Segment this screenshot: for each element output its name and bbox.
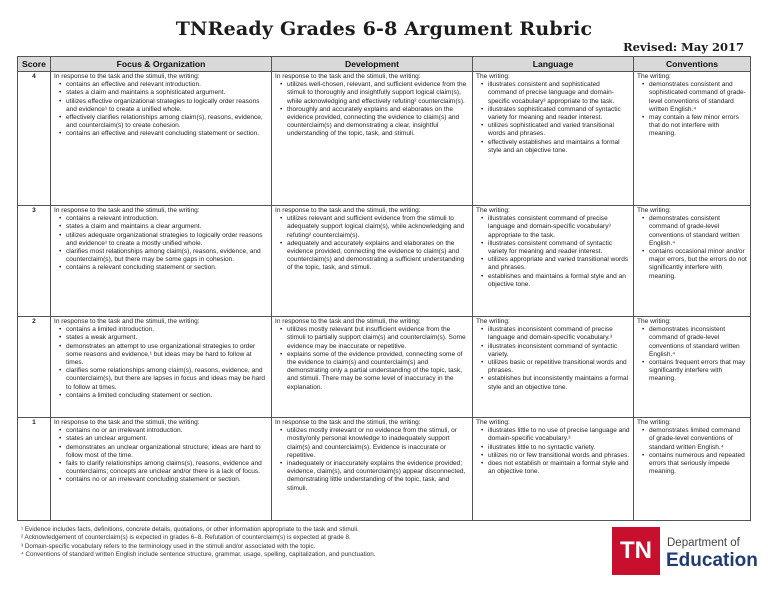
criteria-list (275, 427, 469, 493)
criterion-item: • utilizes effective organizational strategies to logically order reasons and evidence¹ to create a unified whole. (66, 98, 268, 114)
cell-intro: In response to the task and the stimuli, the writing: (54, 419, 200, 426)
logo-department-text: Department of (667, 537, 740, 549)
conventions-cell (634, 206, 751, 317)
criterion-item: • establishes and maintains a formal style and an objective tone. (488, 273, 630, 289)
criterion-item: • contains a limited introduction. (66, 326, 268, 334)
criteria-list (54, 215, 268, 272)
conventions-cell (634, 72, 751, 206)
criterion-item: • illustrates inconsistent command of syntactic variety. (488, 343, 630, 359)
criterion-item: • may contain a few minor errors that do not interfere with meaning. (649, 114, 747, 139)
criterion-item: • contains a relevant introduction. (66, 215, 268, 223)
criterion-item: • illustrates little to no syntactic variety. (488, 444, 630, 452)
criterion-item: • thoroughly and accurately explains and elaborates on the evidence provided, connecting the evidence to claim(s) and counterclaim(s) and demonstrating a clear, insightful understanding of the topic, task, and stimuli. (287, 106, 469, 139)
footnote: ⁴ Conventions of standard written English include sentence structure, grammar, usage, spelling, capitalization, and punctuation. (21, 550, 376, 558)
criteria-list (476, 215, 630, 289)
criteria-list (637, 215, 747, 281)
conventions-cell (634, 418, 751, 521)
score-row-3 (18, 206, 751, 317)
criterion-item: • contains a relevant concluding statement or section. (66, 264, 268, 272)
criteria-list (476, 427, 630, 476)
criterion-item: • effectively establishes and maintains a formal style and an objective tone. (488, 139, 630, 155)
header-focus: Focus & Organization (51, 57, 272, 72)
criteria-list (275, 215, 469, 272)
criterion-item: • utilizes mostly relevant but insufficient evidence from the stimuli to partially support claim(s) and counterclaim(s). Some evidence may be inaccurate or repetitive. (287, 326, 469, 351)
footnote: ¹ Evidence includes facts, definitions, concrete details, quotations, or other information appropriate to the task and stimuli. (21, 526, 359, 533)
criterion-item: • illustrates consistent command of precise language and domain-specific vocabulary³ appropriate to the task. (488, 215, 630, 240)
criterion-item: • contains numerous and repeated errors that seriously impede meaning. (649, 452, 747, 477)
criterion-item: • utilizes basic or repetitive transitional words and phrases. (488, 359, 630, 375)
focus-cell (51, 206, 272, 317)
criterion-item: • utilizes mostly irrelevant or no evidence from the stimuli, or mostly/only personal knowledge to inadequately support claim(s) and counterclaim(s). Evidence is inaccurate or repetitive. (287, 427, 469, 460)
cell-intro: The writing: (476, 73, 510, 80)
criterion-item: • establishes but inconsistently maintains a formal style and an objective tone. (488, 375, 630, 391)
criteria-list (275, 81, 469, 138)
header-language: Language (473, 57, 634, 72)
criterion-item: • contains a limited concluding statement or section. (66, 392, 268, 400)
criteria-list (54, 427, 268, 484)
header-row (18, 57, 751, 72)
criteria-list (275, 326, 469, 392)
focus-cell (51, 317, 272, 418)
criteria-list (476, 326, 630, 392)
cell-intro: The writing: (476, 419, 510, 426)
criterion-item: • illustrates inconsistent command of precise language and domain-specific vocabulary.³ (488, 326, 630, 342)
cell-intro: In response to the task and the stimuli, the writing: (275, 419, 421, 426)
revised-date: Revised: May 2017 (623, 40, 744, 54)
criterion-item: • contains an effective and relevant introduction. (66, 81, 268, 89)
cell-intro: The writing: (637, 73, 671, 80)
cell-intro: In response to the task and the stimuli, the writing: (275, 207, 421, 214)
criterion-item: • utilizes adequate organizational strategies to logically order reasons and evidence¹ to create a mostly unified whole. (66, 232, 268, 248)
cell-intro: The writing: (637, 318, 671, 325)
criterion-item: • does not establish or maintain a formal style and an objective tone. (488, 460, 630, 476)
criterion-item: • contains occasional minor and/or major errors, but the errors do not significantly interfere with meaning. (649, 248, 747, 281)
criterion-item: • inadequately or inaccurately explains the evidence provided; evidence, claim(s), and counterclaim(s) appear disconnected, demonstrating little understanding of the topic, task, and stimuli. (287, 460, 469, 493)
criterion-item: • contains no or an irrelevant concluding statement or section. (66, 476, 268, 484)
criterion-item: • utilizes relevant and sufficient evidence from the stimuli to adequately support logical claim(s), while acknowledging and refuting² counterclaim(s). (287, 215, 469, 240)
criterion-item: • contains frequent errors that may significantly interfere with meaning. (649, 359, 747, 384)
cell-intro: In response to the task and the stimuli, the writing: (54, 207, 200, 214)
cell-intro: The writing: (476, 318, 510, 325)
cell-intro: In response to the task and the stimuli, the writing: (275, 318, 421, 325)
criterion-item: • clarifies most relationships among claim(s), reasons, evidence, and counterclaim(s), but there may be some gaps in cohesion. (66, 248, 268, 264)
focus-cell (51, 72, 272, 206)
logo-education-text: Education (666, 550, 758, 571)
rubric-table (17, 56, 751, 521)
criterion-item: • utilizes well-chosen, relevant, and sufficient evidence from the stimuli to thoroughly and insightfully support logical claim(s), while acknowledging and effectively refuting² counterclaim(s). (287, 81, 469, 106)
tn-education-logo (612, 527, 762, 575)
criterion-item: • states a claim and maintains a clear argument. (66, 223, 268, 231)
criterion-item: • adequately and accurately explains and elaborates on the evidence provided, connecting the evidence to claim(s) and counterclaim(s) and demonstrating a sufficient understanding of the topic, task, and stimuli. (287, 240, 469, 273)
conventions-cell (634, 317, 751, 418)
criterion-item: • utilizes appropriate and varied transitional words and phrases. (488, 256, 630, 272)
score-row-4 (18, 72, 751, 206)
language-cell (473, 72, 634, 206)
criterion-item: • states a weak argument. (66, 334, 268, 342)
score-value: 2 (18, 317, 51, 418)
criterion-item: • states an unclear argument. (66, 435, 268, 443)
criterion-item: • fails to clarify relationships among claims(s), reasons, evidence and counterclaims; concepts are unclear and/or there is a lack of focus. (66, 460, 268, 476)
cell-intro: The writing: (476, 207, 510, 214)
criterion-item: • demonstrates limited command of grade-level conventions of standard written English.⁴ (649, 427, 747, 452)
language-cell (473, 418, 634, 521)
score-value: 1 (18, 418, 51, 521)
criterion-item: • illustrates consistent command of syntactic variety for meaning and reader interest. (488, 240, 630, 256)
cell-intro: The writing: (637, 207, 671, 214)
criterion-item: • utilizes sophisticated and varied transitional words and phrases. (488, 122, 630, 138)
score-row-1 (18, 418, 751, 521)
criterion-item: • demonstrates an unclear organizational structure; ideas are hard to follow most of the time. (66, 444, 268, 460)
focus-cell (51, 418, 272, 521)
development-cell (272, 72, 473, 206)
criteria-list (54, 81, 268, 138)
cell-intro: In response to the task and the stimuli, the writing: (275, 73, 421, 80)
criterion-item: • contains no or an irrelevant introduction. (66, 427, 268, 435)
criterion-item: • explains some of the evidence provided, connecting some of the evidence to claim(s) and counterclaim(s) and demonstrating only a partial understanding of the topic, task, and stimuli. There may be some level of inaccuracy in the explanation. (287, 351, 469, 392)
criterion-item: • demonstrates consistent and sophisticated command of grade-level conventions of standard written English.⁴ (649, 81, 747, 114)
header-conventions: Conventions (634, 57, 751, 72)
criteria-list (637, 427, 747, 476)
score-value: 3 (18, 206, 51, 317)
criteria-list (476, 81, 630, 155)
criterion-item: • contains an effective and relevant concluding statement or section. (66, 130, 268, 138)
cell-intro: In response to the task and the stimuli, the writing: (54, 73, 200, 80)
score-row-2 (18, 317, 751, 418)
header-score: Score (18, 57, 51, 72)
criterion-item: • illustrates little to no use of precise language and domain-specific vocabulary.³ (488, 427, 630, 443)
footnote: ³ Domain-specific vocabulary refers to the terminology used in the stimuli and/or associated with the topic. (21, 542, 316, 550)
cell-intro: The writing: (637, 419, 671, 426)
criteria-list (637, 81, 747, 138)
criterion-item: • demonstrates inconsistent command of grade-level conventions of standard written English.⁴ (649, 326, 747, 359)
language-cell (473, 206, 634, 317)
criterion-item: • states a claim and maintains a sophisticated argument. (66, 89, 268, 97)
criteria-list (54, 326, 268, 400)
header-development: Development (272, 57, 473, 72)
tn-logo-mark: TN (612, 527, 660, 575)
development-cell (272, 418, 473, 521)
page-title: TNReady Grades 6-8 Argument Rubric (175, 18, 593, 40)
footnote: ² Acknowledgement of counterclaim(s) is expected in grades 6–8. Refutation of counterclaim(s) is expected at grade 8. (21, 534, 351, 542)
criterion-item: • utilizes no or few transitional words and phrases. (488, 452, 630, 460)
cell-intro: In response to the task and the stimuli, the writing: (54, 318, 200, 325)
development-cell (272, 317, 473, 418)
score-value: 4 (18, 72, 51, 206)
criterion-item: • demonstrates an attempt to use organizational strategies to order some reasons and evidence,¹ but ideas may be hard to follow at times. (66, 343, 268, 368)
criterion-item: • effectively clarifies relationships among claim(s), reasons, evidence, and counterclaim(s) to create cohesion. (66, 114, 268, 130)
criteria-list (637, 326, 747, 383)
criterion-item: • demonstrates consistent command of grade-level conventions of standard written English.⁴ (649, 215, 747, 248)
language-cell (473, 317, 634, 418)
development-cell (272, 206, 473, 317)
criterion-item: • illustrates sophisticated command of syntactic variety for meaning and reader interest. (488, 106, 630, 122)
footnotes (21, 526, 376, 559)
criterion-item: • clarifies some relationships among claim(s), reasons, evidence, and counterclaim(s), but there are lapses in focus and ideas may be hard to follow at times. (66, 367, 268, 392)
criterion-item: • illustrates consistent and sophisticated command of precise language and domain-specific vocabulary³ appropriate to the task. (488, 81, 630, 106)
